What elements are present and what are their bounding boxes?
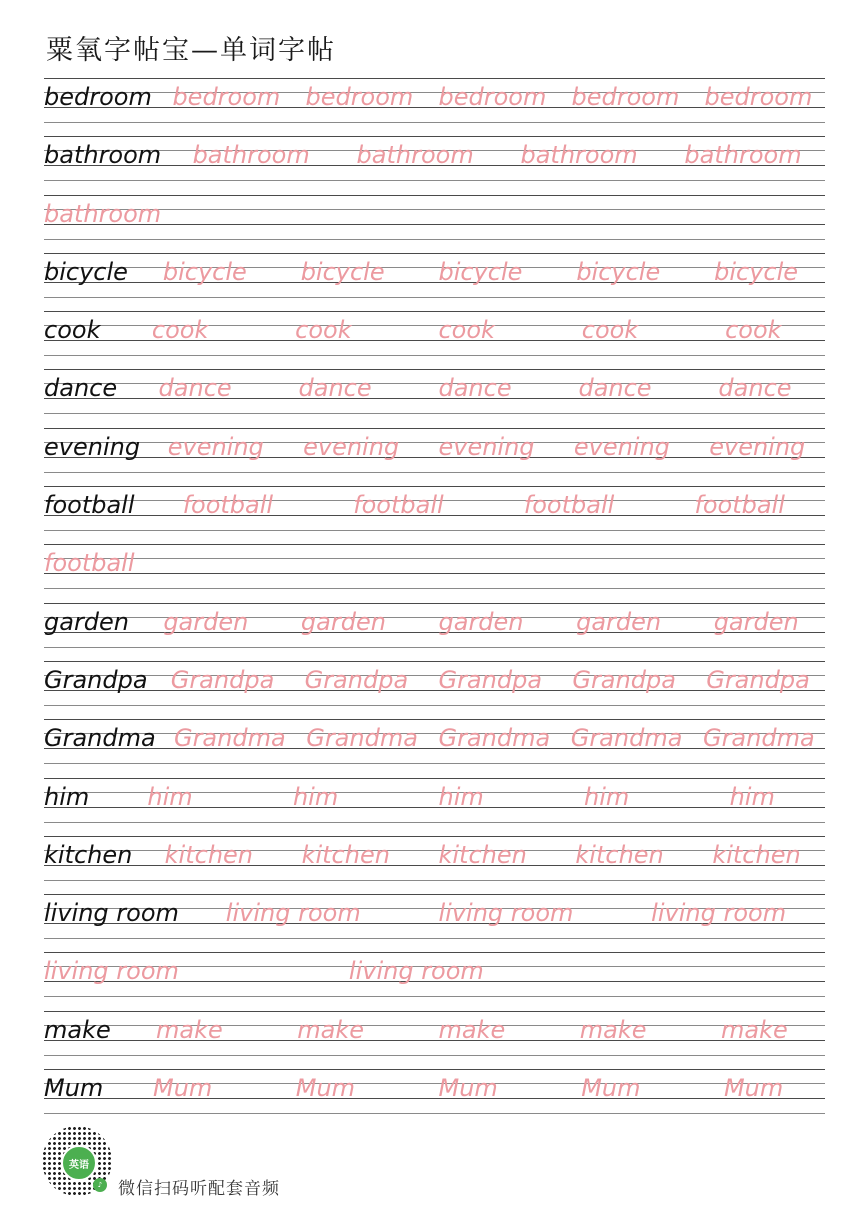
trace-word: kitchen [164, 840, 253, 869]
trace-word: garden [438, 607, 524, 636]
trace-word: bathroom [356, 141, 474, 170]
qr-badge-icon: ♪ [93, 1178, 107, 1192]
guide-line [44, 122, 825, 123]
guide-line [44, 78, 825, 79]
row-words [44, 431, 825, 463]
guide-line [44, 996, 825, 997]
guide-line [44, 836, 825, 837]
guide-line [44, 369, 825, 370]
practice-row [44, 1003, 825, 1061]
guide-line [44, 195, 825, 196]
guide-line [44, 472, 825, 473]
trace-copies [111, 1016, 825, 1044]
guide-line [44, 822, 825, 823]
trace-word: bicycle [576, 257, 661, 286]
practice-row [44, 478, 825, 536]
trace-word: football [694, 491, 785, 520]
trace-word: dance [578, 374, 652, 403]
trace-copies [44, 549, 825, 577]
row-words [44, 198, 825, 230]
trace-word: bedroom [305, 83, 414, 111]
trace-word: football [353, 491, 444, 520]
guide-line [44, 297, 825, 298]
trace-word: him [292, 782, 339, 811]
guide-line [44, 661, 825, 662]
trace-word: dance [718, 374, 792, 403]
trace-word: bedroom [172, 83, 281, 111]
guide-line [44, 413, 825, 414]
trace-word: make [579, 1015, 647, 1044]
trace-word: dance [298, 374, 372, 403]
row-words [44, 606, 825, 638]
trace-word: bicycle [714, 257, 799, 286]
trace-copies [89, 783, 825, 811]
guide-line [44, 880, 825, 881]
trace-word: bicycle [438, 257, 523, 286]
guide-line [44, 778, 825, 779]
trace-copies [132, 841, 825, 869]
trace-word: bedroom [438, 83, 547, 111]
practice-row [44, 361, 825, 419]
model-word: him [44, 782, 90, 811]
guide-line [44, 530, 825, 531]
guide-line [44, 603, 825, 604]
row-words [44, 781, 825, 813]
trace-word: bedroom [704, 83, 813, 111]
trace-word: Grandpa [438, 665, 543, 694]
trace-word: Grandma [173, 724, 286, 753]
trace-word: living room [348, 957, 484, 986]
trace-word: football [182, 491, 274, 520]
model-word: dance [44, 374, 118, 403]
guide-line [44, 719, 825, 720]
guide-line [44, 647, 825, 648]
trace-copies [44, 957, 825, 985]
model-word: kitchen [44, 840, 133, 869]
trace-copies [103, 1074, 825, 1102]
trace-word: bathroom [44, 199, 162, 228]
guide-line [44, 763, 825, 764]
trace-word: make [156, 1015, 223, 1044]
model-word: cook [44, 316, 101, 345]
guide-line [44, 952, 825, 953]
trace-copies [129, 608, 825, 636]
guide-line [44, 311, 825, 312]
trace-word: cook [151, 316, 209, 345]
trace-word: living room [651, 899, 787, 928]
trace-word: Grandma [702, 724, 815, 753]
trace-copies [179, 899, 825, 927]
row-words [44, 81, 825, 113]
practice-row [44, 1061, 825, 1119]
trace-word: dance [438, 374, 512, 403]
trace-word: evening [438, 432, 535, 461]
trace-word: football [44, 549, 135, 578]
model-word: Grandpa [44, 665, 148, 694]
row-words [44, 1014, 825, 1046]
trace-copies [148, 666, 825, 694]
trace-word: garden [300, 607, 386, 636]
trace-word: cook [725, 316, 782, 345]
trace-word: bedroom [571, 83, 680, 111]
row-words [44, 664, 825, 696]
worksheet [44, 70, 825, 1119]
trace-word: evening [709, 432, 806, 461]
trace-word: cook [295, 316, 352, 345]
row-words [44, 722, 825, 754]
row-words [44, 897, 825, 929]
practice-row [44, 770, 825, 828]
trace-copies [156, 724, 825, 752]
trace-word: garden [713, 607, 799, 636]
trace-word: living room [438, 899, 574, 928]
model-word: Grandma [44, 724, 156, 753]
trace-copies [135, 491, 825, 519]
practice-row [44, 653, 825, 711]
trace-copies [128, 258, 825, 286]
trace-word: garden [163, 607, 249, 636]
trace-word: Mum [723, 1074, 784, 1103]
practice-row [44, 536, 825, 594]
qr-code-icon[interactable] [42, 1126, 112, 1196]
guide-line [44, 355, 825, 356]
trace-word: kitchen [575, 840, 664, 869]
practice-row [44, 128, 825, 186]
row-words [44, 839, 825, 871]
row-words [44, 139, 825, 171]
trace-word: him [147, 782, 193, 811]
trace-word: Mum [438, 1074, 498, 1103]
guide-line [44, 239, 825, 240]
practice-row [44, 886, 825, 944]
row-words [44, 489, 825, 521]
trace-word: him [729, 782, 775, 811]
trace-word: cook [438, 316, 495, 345]
model-word: bedroom [44, 83, 152, 111]
guide-line [44, 180, 825, 181]
trace-word: Grandma [570, 724, 683, 753]
guide-line [44, 705, 825, 706]
guide-line [44, 544, 825, 545]
guide-line [44, 136, 825, 137]
row-words [44, 372, 825, 404]
guide-line [44, 1055, 825, 1056]
trace-word: Mum [153, 1074, 213, 1103]
trace-word: football [523, 491, 615, 520]
trace-word: kitchen [438, 840, 527, 869]
practice-row [44, 711, 825, 769]
trace-word: Grandpa [572, 665, 676, 694]
trace-word: Mum [581, 1074, 641, 1103]
trace-word: living room [225, 899, 361, 928]
trace-copies [152, 83, 825, 111]
trace-word: Grandma [438, 724, 551, 753]
trace-word: bicycle [162, 257, 247, 286]
practice-row [44, 70, 825, 128]
practice-row [44, 303, 825, 361]
trace-copies [161, 141, 825, 169]
model-word: bathroom [44, 141, 162, 170]
guide-line [44, 428, 825, 429]
guide-line [44, 1113, 825, 1114]
trace-word: him [584, 782, 630, 811]
trace-word: evening [573, 432, 670, 461]
guide-line [44, 1011, 825, 1012]
audio-hint-text: 微信扫码听配套音频 [118, 1179, 280, 1199]
trace-word: bathroom [684, 141, 802, 170]
trace-word: bicycle [300, 257, 385, 286]
qr-logo: 英语 [61, 1145, 97, 1181]
guide-line [44, 1069, 825, 1070]
practice-row [44, 595, 825, 653]
trace-copies [140, 433, 825, 461]
trace-word: kitchen [301, 840, 390, 869]
model-word: evening [44, 432, 141, 461]
model-word: bicycle [44, 257, 128, 286]
trace-word: bathroom [192, 141, 310, 170]
trace-copies [117, 374, 825, 402]
trace-word: living room [44, 957, 179, 986]
practice-row [44, 828, 825, 886]
row-words [44, 1072, 825, 1104]
row-words [44, 314, 825, 346]
trace-word: evening [167, 432, 264, 461]
trace-word: Grandma [306, 724, 418, 753]
guide-line [44, 486, 825, 487]
trace-word: Grandpa [706, 665, 810, 694]
trace-word: cook [581, 316, 639, 345]
guide-line [44, 253, 825, 254]
row-words [44, 547, 825, 579]
guide-line [44, 894, 825, 895]
trace-copies [44, 200, 825, 228]
trace-word: make [721, 1015, 788, 1044]
trace-word: make [438, 1015, 506, 1044]
trace-word: evening [303, 432, 400, 461]
practice-row [44, 245, 825, 303]
row-words [44, 955, 825, 987]
footer [42, 1126, 342, 1201]
trace-word: garden [576, 607, 662, 636]
page-title: 粟氧字帖宝—单词字帖 [46, 35, 336, 66]
model-word: Mum [44, 1074, 104, 1103]
model-word: football [44, 491, 135, 520]
trace-word: dance [158, 374, 232, 403]
trace-word: kitchen [712, 840, 801, 869]
trace-word: bathroom [520, 141, 638, 170]
practice-row [44, 944, 825, 1002]
guide-line [44, 588, 825, 589]
row-words [44, 256, 825, 288]
practice-row [44, 420, 825, 478]
model-word: make [44, 1015, 111, 1044]
model-word: living room [44, 899, 179, 928]
trace-word: Grandpa [304, 665, 409, 694]
trace-word: Grandpa [170, 665, 275, 694]
practice-row [44, 187, 825, 245]
guide-line [44, 938, 825, 939]
trace-word: Mum [295, 1074, 356, 1103]
trace-word: him [438, 782, 484, 811]
model-word: garden [44, 607, 130, 636]
trace-copies [100, 316, 825, 344]
trace-word: make [297, 1015, 364, 1044]
